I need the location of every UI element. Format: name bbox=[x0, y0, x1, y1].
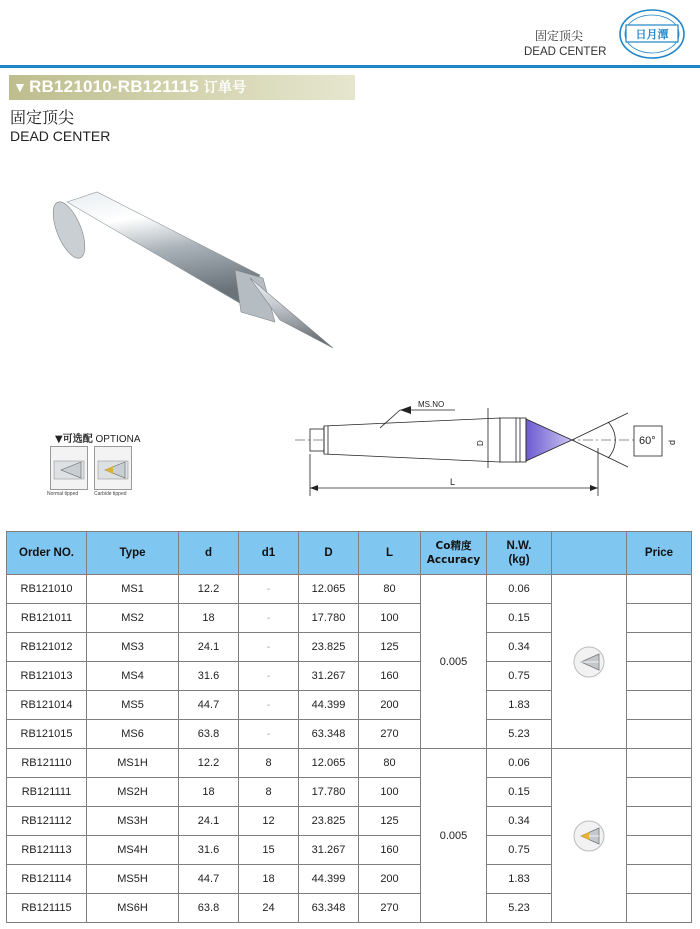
cell-d: 31.6 bbox=[179, 662, 239, 691]
cell-order-no: RB121113 bbox=[7, 836, 87, 865]
col-weight: N.W. (kg) bbox=[487, 532, 552, 575]
col-accuracy: Co精度 Accuracy bbox=[421, 532, 487, 575]
cell-type: MS5 bbox=[87, 691, 179, 720]
table-header-row bbox=[7, 532, 692, 575]
options-label-en: OPTIONA bbox=[95, 434, 141, 445]
cell-weight: 0.75 bbox=[487, 836, 552, 865]
options-label-cn: ▼可选配 bbox=[55, 434, 93, 445]
cell-type: MS6H bbox=[87, 894, 179, 923]
cell-accuracy: 0.005 bbox=[421, 749, 487, 923]
cell-tip-image bbox=[552, 749, 627, 923]
normal-tip-icon bbox=[572, 645, 606, 679]
technical-drawing bbox=[290, 388, 695, 508]
cell-weight: 0.34 bbox=[487, 633, 552, 662]
cell-d1: 12 bbox=[239, 807, 299, 836]
col-type: Type bbox=[87, 532, 179, 575]
cell-weight: 0.75 bbox=[487, 662, 552, 691]
cell-price bbox=[627, 836, 692, 865]
cell-D: 63.348 bbox=[299, 720, 359, 749]
cell-type: MS6 bbox=[87, 720, 179, 749]
table-row bbox=[7, 575, 692, 604]
cell-d: 18 bbox=[179, 604, 239, 633]
product-title-cn: 固定顶尖 bbox=[10, 108, 75, 127]
cell-d1: 8 bbox=[239, 749, 299, 778]
cell-D: 17.780 bbox=[299, 604, 359, 633]
spec-table bbox=[6, 531, 692, 923]
cell-weight: 0.06 bbox=[487, 575, 552, 604]
cell-d: 24.1 bbox=[179, 633, 239, 662]
carbide-tipped-option[interactable] bbox=[94, 446, 132, 490]
cell-type: MS5H bbox=[87, 865, 179, 894]
cell-d1: 15 bbox=[239, 836, 299, 865]
cell-price bbox=[627, 604, 692, 633]
header-title-cn: 固定顶尖 bbox=[535, 29, 584, 43]
cell-price bbox=[627, 894, 692, 923]
cell-D: 12.065 bbox=[299, 575, 359, 604]
l-label: L bbox=[450, 477, 456, 487]
cell-type: MS3 bbox=[87, 633, 179, 662]
logo-text: 日月潭 bbox=[635, 28, 669, 41]
cell-order-no: RB121011 bbox=[7, 604, 87, 633]
cell-D: 63.348 bbox=[299, 894, 359, 923]
order-suffix: 订单号 bbox=[203, 80, 247, 96]
cell-type: MS2H bbox=[87, 778, 179, 807]
cell-d: 44.7 bbox=[179, 865, 239, 894]
cell-price bbox=[627, 778, 692, 807]
cell-d1: - bbox=[239, 575, 299, 604]
cell-L: 80 bbox=[359, 749, 421, 778]
col-d: d bbox=[179, 532, 239, 575]
cell-price bbox=[627, 720, 692, 749]
table-body bbox=[7, 575, 692, 923]
cell-weight: 0.15 bbox=[487, 778, 552, 807]
cell-order-no: RB121015 bbox=[7, 720, 87, 749]
cell-price bbox=[627, 749, 692, 778]
col-order-no: Order NO. bbox=[7, 532, 87, 575]
normal-tipped-option[interactable] bbox=[50, 446, 88, 490]
cell-weight: 0.15 bbox=[487, 604, 552, 633]
band-marker: ▼ bbox=[13, 79, 28, 95]
cell-price bbox=[627, 691, 692, 720]
cell-price bbox=[627, 662, 692, 691]
normal-tipped-label: Normal tipped bbox=[47, 491, 79, 497]
cell-weight: 5.23 bbox=[487, 894, 552, 923]
cell-L: 100 bbox=[359, 778, 421, 807]
order-title-band bbox=[9, 75, 355, 100]
cell-L: 100 bbox=[359, 604, 421, 633]
cell-order-no: RB121013 bbox=[7, 662, 87, 691]
cell-d1: - bbox=[239, 604, 299, 633]
cell-type: MS1 bbox=[87, 575, 179, 604]
options-label bbox=[55, 430, 141, 445]
cell-weight: 1.83 bbox=[487, 865, 552, 894]
cell-price bbox=[627, 807, 692, 836]
ms-no-label: MS.NO bbox=[418, 400, 445, 409]
order-title bbox=[13, 77, 246, 97]
cell-weight: 0.06 bbox=[487, 749, 552, 778]
cell-d: 31.6 bbox=[179, 836, 239, 865]
cell-order-no: RB121112 bbox=[7, 807, 87, 836]
normal-tip-icon bbox=[51, 447, 87, 489]
cell-L: 80 bbox=[359, 575, 421, 604]
cell-d: 12.2 bbox=[179, 575, 239, 604]
header-divider bbox=[0, 65, 700, 68]
cell-order-no: RB121012 bbox=[7, 633, 87, 662]
cell-d: 44.7 bbox=[179, 691, 239, 720]
cell-tip-image bbox=[552, 575, 627, 749]
cell-d: 12.2 bbox=[179, 749, 239, 778]
cell-L: 160 bbox=[359, 662, 421, 691]
cell-weight: 0.34 bbox=[487, 807, 552, 836]
col-L: L bbox=[359, 532, 421, 575]
carbide-tip-icon bbox=[95, 447, 131, 489]
cell-D: 44.399 bbox=[299, 691, 359, 720]
carbide-tip-icon bbox=[572, 819, 606, 853]
cell-d: 63.8 bbox=[179, 720, 239, 749]
col-D: D bbox=[299, 532, 359, 575]
col-image bbox=[552, 532, 627, 575]
cell-D: 17.780 bbox=[299, 778, 359, 807]
cell-D: 31.267 bbox=[299, 662, 359, 691]
cell-d1: - bbox=[239, 691, 299, 720]
cell-order-no: RB121111 bbox=[7, 778, 87, 807]
cell-d1: - bbox=[239, 662, 299, 691]
cell-weight: 5.23 bbox=[487, 720, 552, 749]
col-price: Price bbox=[627, 532, 692, 575]
cell-order-no: RB121115 bbox=[7, 894, 87, 923]
cell-L: 125 bbox=[359, 807, 421, 836]
cell-d: 18 bbox=[179, 778, 239, 807]
cell-D: 23.825 bbox=[299, 633, 359, 662]
cell-L: 160 bbox=[359, 836, 421, 865]
order-range: RB121010-RB121115 bbox=[29, 77, 199, 96]
cell-L: 200 bbox=[359, 691, 421, 720]
cell-L: 270 bbox=[359, 894, 421, 923]
cell-d1: 24 bbox=[239, 894, 299, 923]
cell-L: 270 bbox=[359, 720, 421, 749]
cell-type: MS3H bbox=[87, 807, 179, 836]
cell-type: MS1H bbox=[87, 749, 179, 778]
d-label: D bbox=[476, 440, 485, 446]
cell-order-no: RB121014 bbox=[7, 691, 87, 720]
cell-type: MS2 bbox=[87, 604, 179, 633]
carbide-tipped-label: Carbide tipped bbox=[94, 491, 127, 497]
header-title-en: DEAD CENTER bbox=[524, 46, 607, 58]
cell-d: 63.8 bbox=[179, 894, 239, 923]
cell-d: 24.1 bbox=[179, 807, 239, 836]
cell-D: 12.065 bbox=[299, 749, 359, 778]
cell-weight: 1.83 bbox=[487, 691, 552, 720]
cell-D: 31.267 bbox=[299, 836, 359, 865]
cell-type: MS4H bbox=[87, 836, 179, 865]
angle-label: 60° bbox=[639, 435, 656, 447]
cell-price bbox=[627, 575, 692, 604]
cell-accuracy: 0.005 bbox=[421, 575, 487, 749]
cell-D: 23.825 bbox=[299, 807, 359, 836]
cell-d1: - bbox=[239, 720, 299, 749]
cell-order-no: RB121110 bbox=[7, 749, 87, 778]
dead-center-photo bbox=[45, 190, 345, 360]
small-d-label: d bbox=[667, 439, 677, 445]
cell-d1: 18 bbox=[239, 865, 299, 894]
cell-L: 125 bbox=[359, 633, 421, 662]
cell-d1: - bbox=[239, 633, 299, 662]
brand-logo bbox=[618, 7, 686, 61]
cell-L: 200 bbox=[359, 865, 421, 894]
cell-d1: 8 bbox=[239, 778, 299, 807]
cell-type: MS4 bbox=[87, 662, 179, 691]
cell-price bbox=[627, 865, 692, 894]
cell-D: 44.399 bbox=[299, 865, 359, 894]
cell-order-no: RB121114 bbox=[7, 865, 87, 894]
col-d1: d1 bbox=[239, 532, 299, 575]
cell-price bbox=[627, 633, 692, 662]
table-row bbox=[7, 749, 692, 778]
cell-order-no: RB121010 bbox=[7, 575, 87, 604]
product-title-en: DEAD CENTER bbox=[10, 128, 111, 144]
